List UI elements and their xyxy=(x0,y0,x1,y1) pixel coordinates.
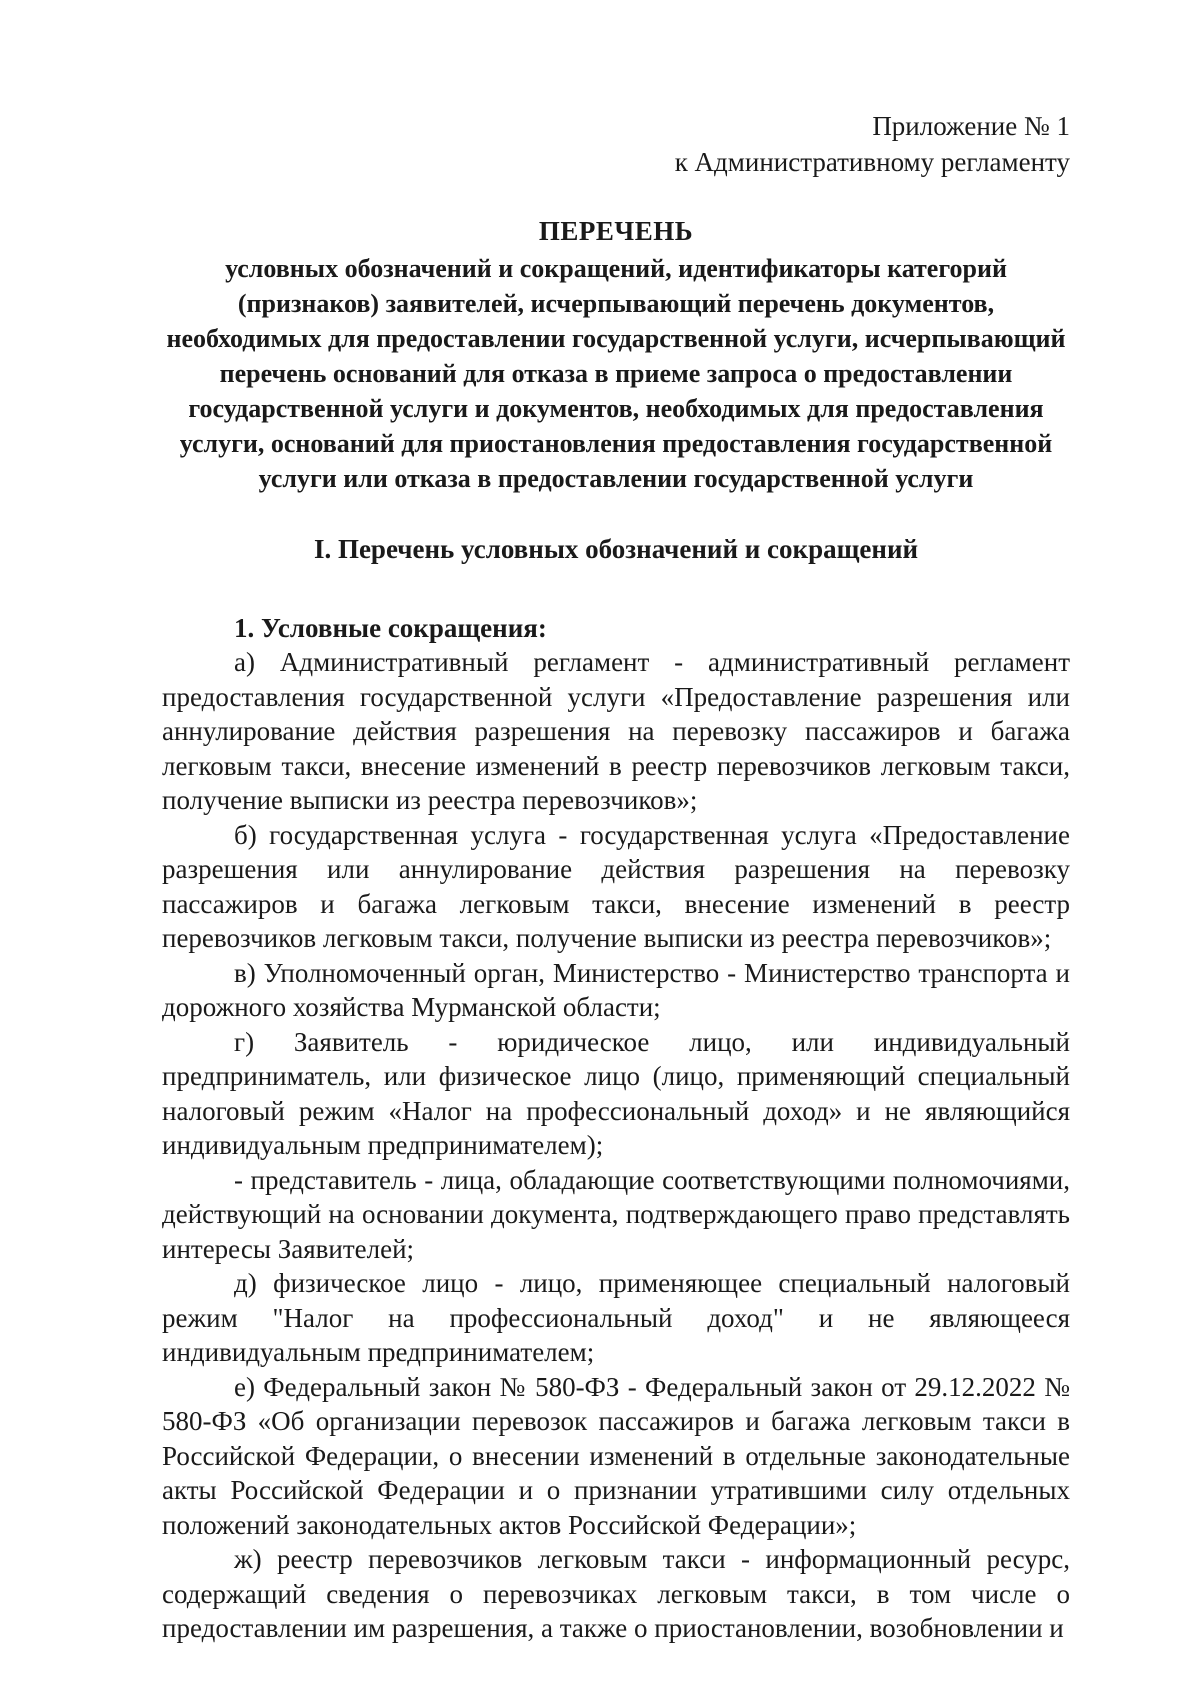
paragraph-a: а) Административный регламент - административный регламент предоставления государственной услуги «Предоставление разрешения или аннулирование действия разрешения на перевозку пассажиров и багажа легковым такси, внесение изменений в реестр перевозчиков легковым такси, получение выписки из реестра перевозчиков»; xyxy=(162,647,1070,815)
annex-line-1: Приложение № 1 xyxy=(872,111,1070,141)
paragraph-g: г) Заявитель - юридическое лицо, или индивидуальный предприниматель, или физическое лицо (лицо, применяющий специальный налоговый режим «Налог на профессиональный доход» и не являющийся индивидуальным предпринимателем); xyxy=(162,1026,1070,1160)
paragraph-e: е) Федеральный закон № 580-ФЗ - Федеральный закон от 29.12.2022 № 580-ФЗ «Об организации перевозок пассажиров и багажа легковым такси в Российской Федерации, о внесении изменений в отдельные законодательные акты Российской Федерации и о признании утратившими силу отдельных положений законодательных актов Российской Федерации»; xyxy=(162,1371,1070,1540)
document-subtitle: условных обозначений и сокращений, идентификаторы категорий (признаков) заявителей, исчерпывающий перечень документов, необходимых для предоставлении государственной услуги, исчерпывающий перечень оснований для отказа в приеме запроса о предоставлении государственной услуги и документов, необходимых для предоставления услуги, оснований для приостановления предоставления государственной услуги или отказа в предоставлении государственной услуги xyxy=(166,254,1066,493)
paragraph-d: д) физическое лицо - лицо, применяющее специальный налоговый режим "Налог на профессиональный доход" и не являющееся индивидуальным предпринимателем; xyxy=(162,1268,1070,1367)
subsection-heading: 1. Условные сокращения: xyxy=(234,613,547,643)
document-title: ПЕРЕЧЕНЬ xyxy=(538,216,694,246)
paragraph-representative: - представитель - лица, обладающие соответствующими полномочиями, действующий на основании документа, подтверждающего право представлять интересы Заявителей; xyxy=(162,1164,1070,1264)
paragraph-b: б) государственная услуга - государственная услуга «Предоставление разрешения или аннулирование действия разрешения на перевозку пассажиров и багажа легковым такси, внесение изменений в реестр перевозчиков легковым такси, получение выписки из реестра перевозчиков»; xyxy=(162,819,1070,953)
section-heading: I. Перечень условных обозначений и сокращений xyxy=(313,534,919,564)
annex-line-2: к Административному регламенту xyxy=(674,147,1070,177)
paragraph-zh: ж) реестр перевозчиков легковым такси - информационный ресурс, содержащий сведения о перевозчиках легковым такси, в том числе о предоставлении им разрешения, а также о приостановлении, возобновлении и xyxy=(162,1544,1070,1643)
paragraph-v: в) Уполномоченный орган, Министерство - Министерство транспорта и дорожного хозяйства Мурманской области; xyxy=(162,957,1070,1022)
